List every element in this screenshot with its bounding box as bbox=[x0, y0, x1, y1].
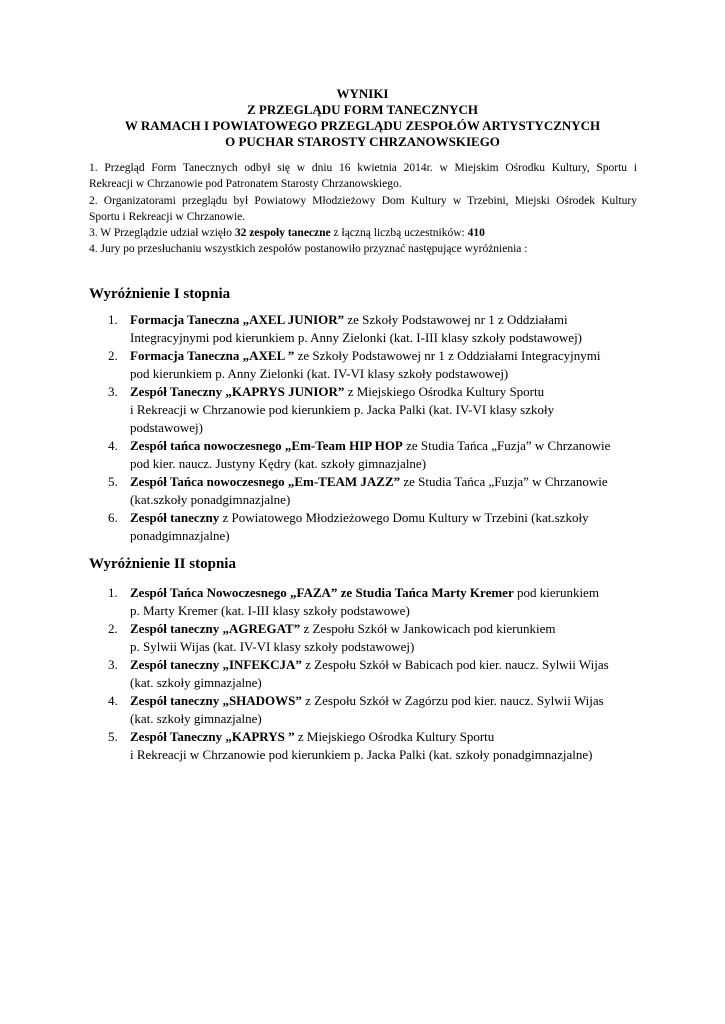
intro-line: 4. Jury po przesłuchaniu wszystkich zespołów postanowiło przyznać następujące wyróżnienia : bbox=[89, 243, 528, 256]
item-number: 5. bbox=[108, 474, 118, 489]
participant-count: 410 bbox=[467, 227, 485, 240]
item-text: p. Sylwii Wijas (kat. IV-VI klasy szkoły podstawowej) bbox=[130, 639, 415, 654]
item-number: 4. bbox=[108, 693, 118, 708]
section-heading-first-degree: Wyróżnienie I stopnia bbox=[89, 286, 231, 302]
team-name: Zespół Tańca nowoczesnego „Em-TEAM JAZZ” bbox=[130, 474, 401, 489]
team-count: 32 zespoły taneczne bbox=[234, 227, 331, 240]
document-title bbox=[0, 86, 725, 150]
item-number: 4. bbox=[108, 438, 118, 453]
item-number: 1. bbox=[108, 312, 118, 327]
list-item bbox=[89, 347, 634, 383]
list-item bbox=[89, 383, 634, 437]
item-text: pod kierunkiem bbox=[513, 585, 599, 600]
item-text: z Zespołu Szkół w Jankowicach pod kierunkiem bbox=[300, 621, 556, 636]
team-name: Zespół taneczny bbox=[130, 510, 220, 525]
item-text: ze Studia Tańca „Fuzja” w Chrzanowie bbox=[402, 438, 611, 453]
list-item bbox=[89, 473, 634, 509]
team-name: Zespół taneczny „INFEKCJA” bbox=[130, 657, 302, 672]
team-name: Zespół Tańca Nowoczesnego „FAZA” ze Studia Tańca Marty Kremer bbox=[130, 585, 514, 600]
item-text: z Zespołu Szkół w Babicach pod kier. naucz. Sylwii Wijas bbox=[301, 657, 609, 672]
item-text: (kat.szkoły ponadgimnazjalne) bbox=[130, 492, 291, 507]
item-text: ze Szkoły Podstawowej nr 1 z Oddziałami Integracyjnymi bbox=[294, 348, 601, 363]
item-text: (kat. szkoły gimnazjalne) bbox=[130, 675, 262, 690]
team-name: Zespół Taneczny „KAPRYS JUNIOR” bbox=[130, 384, 345, 399]
list-item bbox=[89, 692, 634, 728]
item-text: Integracyjnymi pod kierunkiem p. Anny Zielonki (kat. I-III klasy szkoły podstawowej) bbox=[130, 330, 583, 345]
intro-paragraphs bbox=[89, 160, 637, 258]
item-number: 6. bbox=[108, 510, 118, 525]
item-text: ze Studia Tańca „Fuzja” w Chrzanowie bbox=[400, 474, 608, 489]
list-item bbox=[89, 509, 634, 545]
intro-line: Rekreacji w Chrzanowie pod Patronatem Starosty Chrzanowskiego. bbox=[89, 178, 402, 191]
team-name: Zespół tańca nowoczesnego „Em-Team HIP HOP bbox=[130, 438, 403, 453]
team-name: Zespół taneczny „AGREGAT” bbox=[130, 621, 301, 636]
item-text: pod kier. naucz. Justyny Kędry (kat. szkoły gimnazjalne) bbox=[130, 456, 427, 471]
item-number: 2. bbox=[108, 348, 118, 363]
item-number: 3. bbox=[108, 384, 118, 399]
section-heading-second-degree: Wyróżnienie II stopnia bbox=[89, 556, 236, 572]
intro-line bbox=[89, 225, 637, 241]
list-item bbox=[89, 311, 634, 347]
item-text: (kat. szkoły gimnazjalne) bbox=[130, 711, 262, 726]
list-item bbox=[89, 437, 634, 473]
intro-line: 2. Organizatorami przeglądu był Powiatowy Młodzieżowy Dom Kultury w Trzebini, Miejski Ośrodek Kultury bbox=[89, 194, 637, 207]
title-line: WYNIKI bbox=[336, 86, 389, 101]
item-text: i Rekreacji w Chrzanowie pod kierunkiem p. Jacka Palki (kat. IV-VI klasy szkoły bbox=[130, 402, 555, 417]
item-text: z Miejskiego Ośrodka Kultury Sportu bbox=[344, 384, 545, 399]
intro-text: z łączną liczbą uczestników: bbox=[330, 227, 468, 240]
title-line: W RAMACH I POWIATOWEGO PRZEGLĄDU ZESPOŁÓW ARTYSTYCZNYCH bbox=[124, 118, 601, 133]
team-name: Formacja Taneczna „AXEL ” bbox=[130, 348, 295, 363]
list-item bbox=[89, 620, 634, 656]
team-name: Zespół taneczny „SHADOWS” bbox=[130, 693, 302, 708]
item-text: z Zespołu Szkół w Zagórzu pod kier. naucz. Sylwii Wijas bbox=[301, 693, 604, 708]
title-line: Z PRZEGLĄDU FORM TANECZNYCH bbox=[246, 102, 478, 117]
item-text: ze Szkoły Podstawowej nr 1 z Oddziałami bbox=[344, 312, 568, 327]
award-list-second-degree bbox=[89, 584, 634, 764]
item-text: ponadgimnazjalne) bbox=[130, 528, 230, 543]
intro-text: 3. W Przeglądzie udział wzięło bbox=[89, 227, 235, 240]
item-text: pod kierunkiem p. Anny Zielonki (kat. IV-VI klasy szkoły podstawowej) bbox=[130, 366, 509, 381]
list-item bbox=[89, 656, 634, 692]
list-item bbox=[89, 728, 634, 764]
item-text: podstawowej) bbox=[130, 420, 203, 435]
item-number: 3. bbox=[108, 657, 118, 672]
item-text: i Rekreacji w Chrzanowie pod kierunkiem p. Jacka Palki (kat. szkoły ponadgimnazjalne) bbox=[130, 747, 593, 762]
intro-line: 1. Przegląd Form Tanecznych odbył się w dniu 16 kwietnia 2014r. w Miejskim Ośrodku Kultury, Sportu i bbox=[89, 162, 637, 174]
item-number: 1. bbox=[108, 585, 118, 600]
award-list-first-degree bbox=[89, 311, 634, 545]
item-number: 5. bbox=[108, 729, 118, 744]
item-text: z Miejskiego Ośrodka Kultury Sportu bbox=[294, 729, 495, 744]
title-line: O PUCHAR STAROSTY CHRZANOWSKIEGO bbox=[225, 134, 500, 149]
intro-line: Sportu i Rekreacji w Chrzanowie. bbox=[89, 210, 246, 223]
item-text: z Powiatowego Młodzieżowego Domu Kultury w Trzebini (kat.szkoły bbox=[219, 510, 589, 525]
list-item bbox=[89, 584, 634, 620]
item-text: p. Marty Kremer (kat. I-III klasy szkoły podstawowe) bbox=[130, 603, 410, 618]
item-number: 2. bbox=[108, 621, 118, 636]
team-name: Zespół Taneczny „KAPRYS ” bbox=[130, 729, 295, 744]
team-name: Formacja Taneczna „AXEL JUNIOR” bbox=[130, 312, 345, 327]
